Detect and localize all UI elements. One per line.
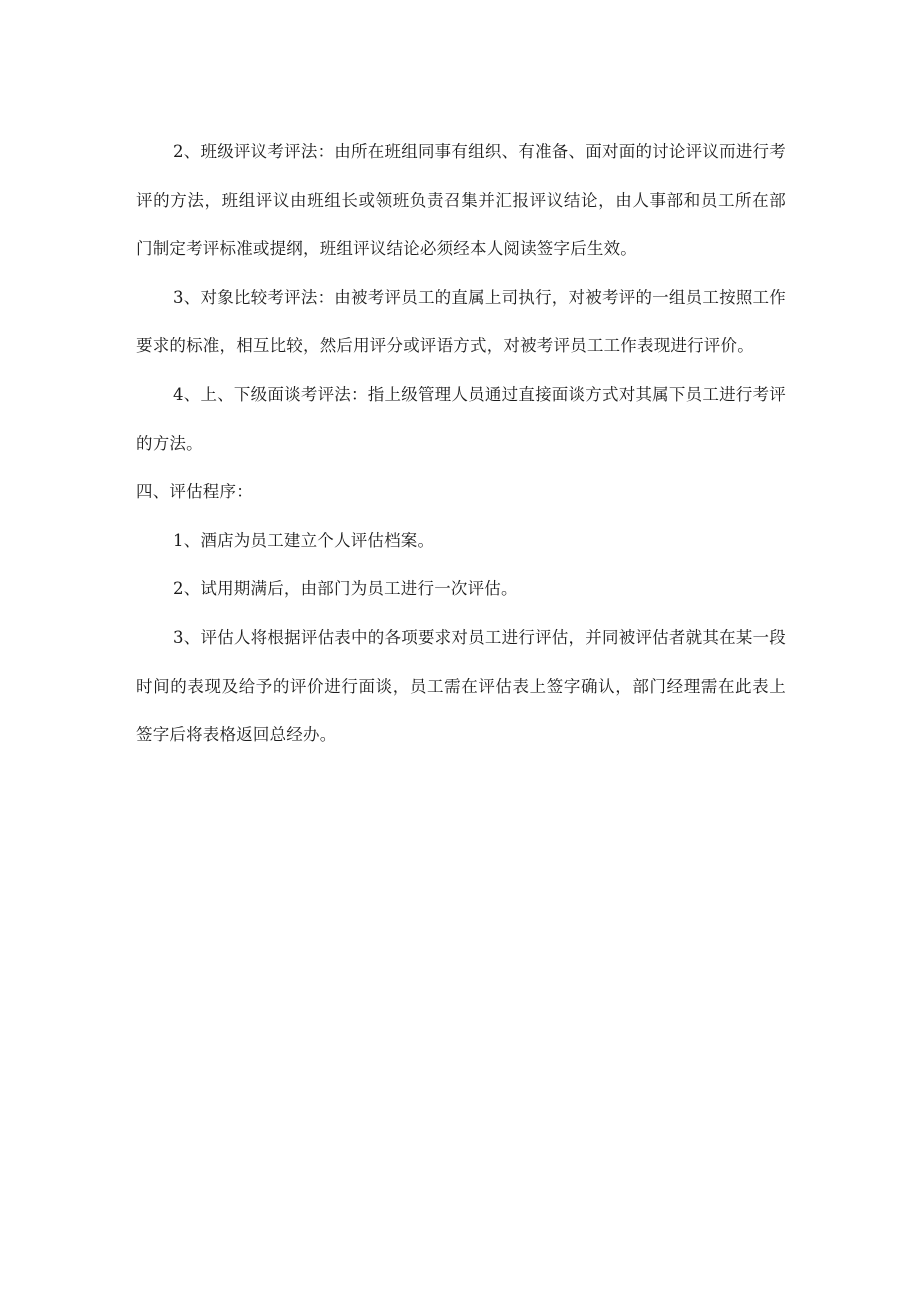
paragraph-interview-method: 4、上、下级面谈考评法：指上级管理人员通过直接面谈方式对其属下员工进行考评的方法。 (136, 384, 786, 453)
paragraph-procedure-step-2: 2、试用期满后，由部门为员工进行一次评估。 (173, 579, 518, 599)
paragraph-class-review-method: 2、班级评议考评法：由所在班组同事有组织、有准备、面对面的讨论评议而进行考评的方法，班组评议由班组长或领班负责召集并汇报评议结论，由人事部和员工所在部门制定考评标准或提纲，班组评议结论必须经本人阅读签字后生效。 (136, 142, 786, 259)
paragraph-procedure-step-1: 1、酒店为员工建立个人评估档案。 (173, 530, 435, 550)
paragraph-procedure-step-3: 3、评估人将根据评估表中的各项要求对员工进行评估，并同被评估者就其在某一段时间的表现及给予的评价进行面谈，员工需在评估表上签字确认，部门经理需在此表上签字后将表格返回总经办。 (136, 627, 786, 745)
paragraph-object-comparison-method: 3、对象比较考评法：由被考评员工的直属上司执行，对被考评的一组员工按照工作要求的标准，相互比较，然后用评分或评语方式，对被考评员工工作表现进行评价。 (136, 287, 786, 356)
document-body (136, 128, 786, 760)
section-heading-evaluation-procedure: 四、评估程序： (136, 482, 253, 502)
